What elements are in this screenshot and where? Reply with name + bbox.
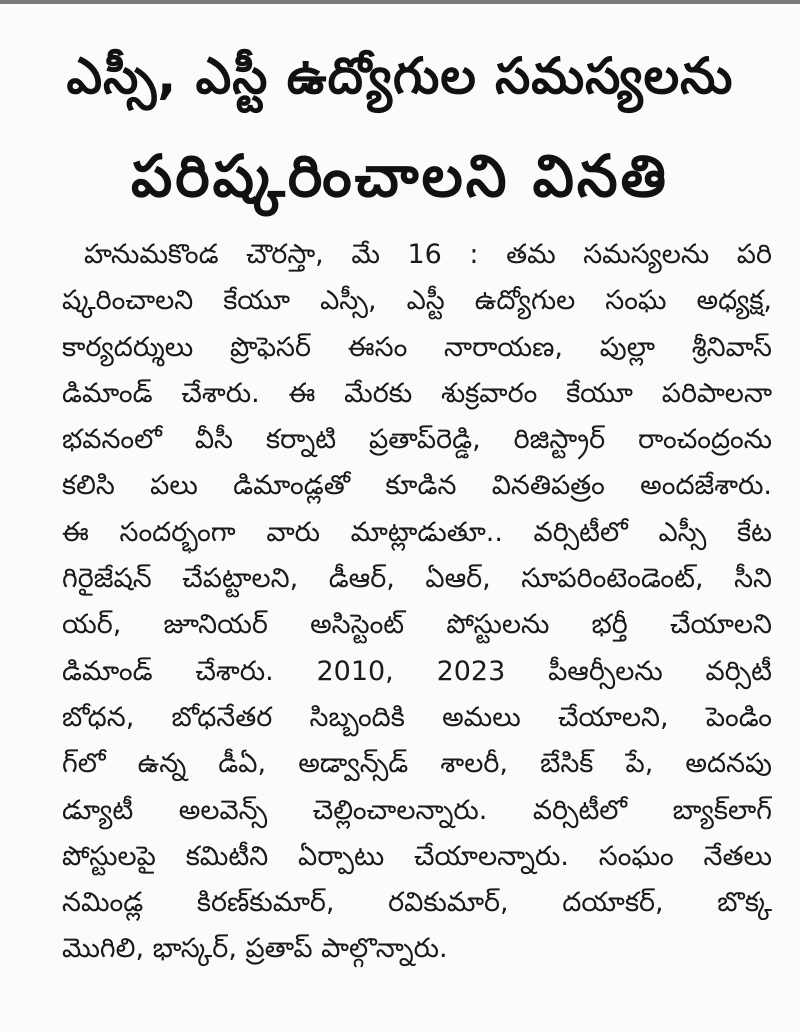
article-body	[62, 232, 772, 973]
article-line: యర్, జూనియర్ అసిస్టెంట్ పోస్టులను భర్తీ చేయాలని	[62, 609, 772, 641]
article-line: డిమాండ్ చేశారు. ఈ మేరకు శుక్రవారం కేయూ పరిపాలనా	[62, 377, 772, 409]
article-line: పోస్టులపై కమిటీని ఏర్పాటు చేయాలన్నారు. సంఘం నేతలు	[62, 840, 772, 872]
article-line: హనుమకొండ చౌరస్తా, మే 16 : తమ సమస్యలను పరి	[84, 239, 772, 270]
headline-line-1: ఎస్సీ, ఎస్టీ ఉద్యోగుల సమస్యలను	[66, 47, 734, 105]
article-line: ఈ సందర్భంగా వారు మాట్లాడుతూ.. వర్సిటీలో ఎస్సీ కేట	[62, 516, 772, 548]
article-line: కలిసి పలు డిమాండ్లతో కూడిన వినతిపత్రం అందజేశారు.	[62, 470, 772, 502]
article-line: నమిండ్ల కిరణ్‌కుమార్, రవికుమార్, దయాకర్, బొక్క	[62, 887, 772, 919]
article-line: కార్యదర్శులు ప్రొఫెసర్ ఈసం నారాయణ, పుల్లా శ్రీనివాస్	[62, 331, 772, 363]
article-line: గిరైజేషన్ చేపట్టాలని, డీఆర్, ఏఆర్, సూపరింటెండెంట్, సీని	[62, 563, 772, 595]
article-line: డిమాండ్ చేశారు. 2010, 2023 పీఆర్సీలను వర్సిటీ	[62, 655, 772, 687]
article-line: మొగిలి, భాస్కర్, ప్రతాప్ పాల్గొన్నారు.	[62, 933, 448, 965]
article-line: డ్యూటీ అలవెన్స్ చెల్లించాలన్నారు. వర్సిటీలో బ్యాక్‌లాగ్	[62, 794, 772, 826]
article-line: భవనంలో వీసీ కర్నాటి ప్రతాప్‌రెడ్డి, రిజిస్ట్రార్ రాంచంద్రంను	[62, 424, 772, 456]
article-line: బోధన, బోధనేతర సిబ్బందికి అమలు చేయాలని, పెండిం	[62, 701, 772, 733]
article-line: ష్కరించాలని కేయూ ఎస్సీ, ఎస్టీ ఉద్యోగుల సంఘ అధ్యక్ష,	[62, 285, 772, 317]
top-rule	[0, 0, 800, 4]
article-line: గ్‌లో ఉన్న డీఏ, అడ్వాన్స్‌డ్ శాలరీ, బేసిక్ పే, అదనపు	[62, 748, 772, 780]
headline-line-2: పరిష్కరించాలని వినతి	[131, 142, 669, 210]
